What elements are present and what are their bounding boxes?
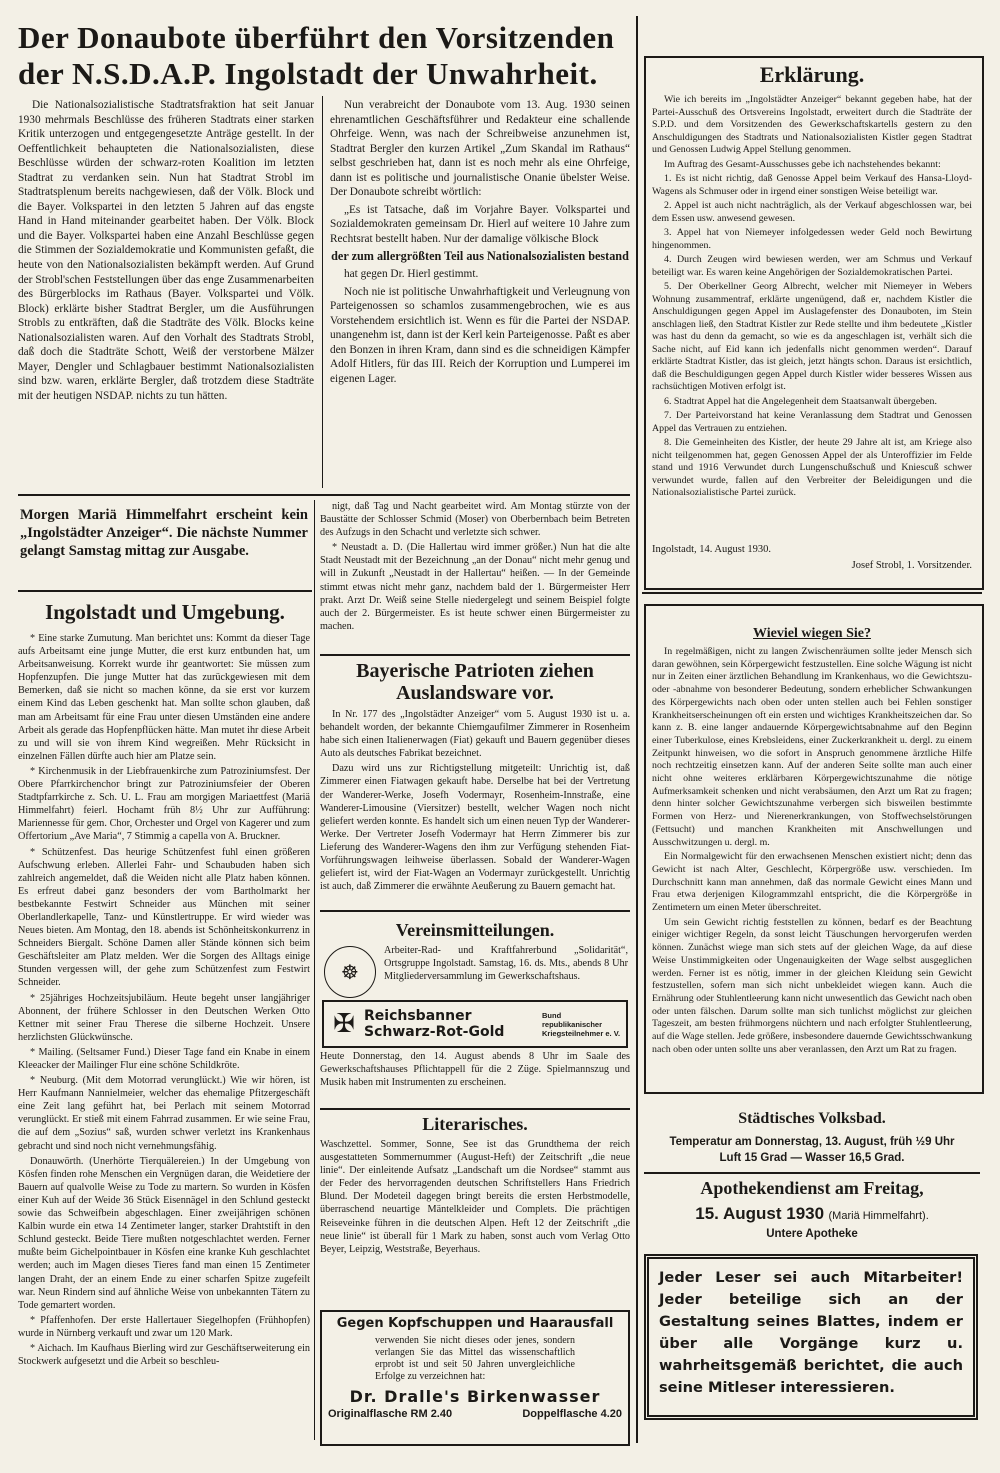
news-item: Donauwörth. (Unerhörte Tierquälereien.) In der Umgebung von Kösfen finden rohe Menschen ein Vergnügen daran, die Weidetiere der Bauern auf qualvolle Weise zu Tode zu martern. So wurden in Kösfen einer Kuh auf der Weide 36 Stück Eisennägel in den Schlund gesteckt sowie das Schweifbein abgeschlagen. Einer zweijährigen schönen Kalbin wurde ein etwa 14 Zentimeter langer, starker Drahtstift in den Schlund gesteckt. Beide Tiere mußten notgeschlachtet werden. Ferner mußte beim Gichelpointbauer in Kösfen eine kranke Kuh geschlachtet werden; auch im Magen dieses Tieres fand man einen 15 Zentimeter langen Draht, der an einem Ende zu einer scharfen Spitze zugefeilt war. Neun Rindern sind auf ähnliche Weise von unbekannten Tätern zu Tode gemartert worden.	[18, 1155, 310, 1311]
declaration-paragraph: 4. Durch Zeugen wird bewiesen werden, wer am Schmus und Verkauf beteiligt war. Es waren keine Angehörigen der Sozialdemokratischen Partei.	[652, 254, 972, 278]
hair-ad-heading: Gegen Kopfschuppen und Haarausfall	[336, 1316, 614, 1331]
pharmacy-heading: Apothekendienst am Freitag,	[700, 1178, 924, 1198]
weight-text	[652, 646, 972, 1084]
hair-ad-price-double: Doppelflasche 4.20	[522, 1408, 622, 1420]
declaration-paragraph: 7. Der Parteivorstand hat keine Veranlassung dem Stadtrat und Genossen Appel das Vertrauen zu entziehen.	[652, 410, 972, 434]
declaration-paragraph: Im Auftrag des Gesamt-Ausschusses gebe ich nachstehendes bekannt:	[664, 158, 941, 170]
patriots-article	[320, 708, 630, 908]
reichsbanner-title: Reichsbanner Schwarz-Rot-Gold	[364, 1008, 505, 1040]
holiday-notice: Morgen Mariä Himmelfahrt erscheint kein „Ingolstädter Anzeiger“. Die nächste Nummer gelangt Samstag mittag zur Ausgabe.	[20, 507, 308, 559]
headline-line-1: Der Donaubote überführt den Vorsitzenden	[18, 20, 615, 55]
declaration-place-date: Ingolstadt, 14. August 1930.	[652, 544, 772, 555]
reichsbanner-box	[322, 1000, 628, 1048]
patriots-heading: Bayerische Patrioten ziehen Auslandsware vor.	[356, 660, 594, 704]
news-item: * Eine starke Zumutung. Man berichtet uns: Kommt da dieser Tage aufs Arbeitsamt eine junge Mutter, die erst kurz entbunden hat, um Arbeitsanweisung. Korrekt wurde ihr geantwortet: Sie müssen zum Hopfenzupfen. Die junge Mutter hat das zurückgewiesen mit dem Bemerken, daß sie nicht so machen könne, da sie erst vor kurzem einem Kind das Leben geschenkt hat. Man sollte schon glauben, daß man am Arbeitsamt für eine Frau unter diesen Umständen eine andere Arbeit als gerade das Hopfenpflücken hätte. Man mutet ihr diese Arbeit zu und will sie von ihrem Kind wegreißen. Mehr Rücksicht in einzelnen Fällen dürfte auch hier am Platze sein.	[18, 633, 310, 762]
declaration-paragraph: 8. Die Gemeinheiten des Kistler, der heute 29 Jahre alt ist, am Kriege also nicht teilgenommen hat, gegen Genossen Appel der als Unteroffizier im Felde stand und 1916 Verwundet durch Lungenschußschuß und Kniescuß schwer verwundet wurde, fallen auf den Verbreiter der Beleidigungen und die Nationalsozialistische Partei zurück.	[652, 437, 972, 498]
hair-ad-text: verwenden Sie nicht dieses oder jenes, sondern verlangen Sie das Mittel das wissenschaftlich erprobt ist und seit 50 Jahren unvergleichliche Erfolge zu verzeichnen hat:	[375, 1335, 575, 1382]
weight-paragraph: Ein Normalgewicht für den erwachsenen Menschen existiert nicht; denn das Gewicht ist nach Alter, Geschlecht, Körpergröße usw. verschieden. Im Durchschnitt kann man annehmen, daß das normale Gewicht eines Mann und Frau etwa derjenigen Kilogrammzahl entspricht, die die Körpergröße in Zentimetern um einen Meter überschreitet.	[652, 851, 972, 914]
vereins-heading: Vereinsmitteilungen.	[395, 920, 555, 940]
declaration-text	[652, 94, 972, 540]
lead-article-bold-quote: der zum allergrößten Teil aus Nationalsozialisten bestand	[331, 249, 629, 264]
lead-article-intro: Nun verabreicht der Donaubote vom 13. Aug. 1930 seinen ehrenamtlichen Geschäftsführer und Redakteur eine schallende Ohrfeige. Wenn, was nach der Schreibweise anzunehmen ist, Stadtrat Bergler den kurzen Artikel „Zum Skandal im Rathaus“ selbst geschrieben hat, dann ist es noch mehr als eine Ohrfeige, dann ist es politische und journalistische Onanie übelster Weise. Der Donaubote schreibt wörtlich:	[330, 99, 630, 199]
bath-air-water-line: Luft 15 Grad — Wasser 16,5 Grad.	[719, 1152, 905, 1164]
rule-above-pharmacy	[644, 1172, 980, 1174]
pharmacy-name: Untere Apotheke	[766, 1228, 858, 1240]
news-item: * Neuburg. (Mit dem Motorrad verunglückt.) Wie wir hören, ist Herr Kaufmann Nannielmeier, welcher das ehemalige Pfitzergeschäft eine Zeit lang geführt hat, bei Perlach mit seinem Motorrad verunglückt. Er stieß mit einem Fahrrad zusammen. Er wie seine Frau, die auf dem „Sozius“ saß, wurden schwer verletzt ins Krankenhaus gebracht und sind noch nicht vernehmungsfähig.	[18, 1075, 310, 1152]
lead-article-closing: Noch nie ist politische Unwahrhaftigkeit und Verleugnung von Parteigenossen so schamlos zusammengebrochen, wie es aus Vorstehendem ersichtlich ist. Wenn es für die Partei der NSDAP. unangenehm ist, dann ist der Kerl kein Parteigenosse. Paßt es aber den Bonzen in ihren Kram, dann sind es die schneidigen Kämpfer Adolf Hitlers, für das III. Reich der Korruption und Lumperei im eigenen Lager.	[330, 285, 630, 385]
headline-line-2: der N.S.D.A.P. Ingolstadt der Unwahrheit.	[18, 56, 598, 91]
lead-article-col-1	[18, 98, 314, 490]
bath-temperature-line: Temperatur am Donnerstag, 13. August, früh ½9 Uhr	[669, 1136, 955, 1148]
lead-article-paragraph: Die Nationalsozialistische Stadtratsfraktion hat seit Januar 1930 mehrmals Beschlüsse des früheren Stadtrats einer starken Kritik unterzogen und entgegengesetzte Anträge gestellt. In der Oeffentlichkeit behaupteten die Nationalsozialisten, diese Beschlüsse würden der schwarz-roten Koalition im letzten Stadtrat zu verdanken sein. Nun hat Stadtrat Strobl im Stadtratsplenum bereits nachgewiesen, daß der Völk. Block und die Bayer. Volkspartei in den letzten 5 Jahren auf das engste Hand in Hand miteinander gearbeitet haben. Der Völk. Block und die Bayer. Volkspartei haben eine Anzahl Beschlüsse gegen die Stimmen der Sozialdemokratie und Kommunisten gefaßt, die heute von den Nationalsozialisten bekämpft werden. Auf Grund der Strobl'schen Feststellungen über das enge Zusammenarbeiten des Bürgerblocks im Rathaus (Bayer. Volkspartei und Völk. Block) erklärte bisher Stadtrat Bergler, um die Ausführungen Strobls zu entkräften, daß die Stadträte des Völk. Blocks keine Nationalsozialisten waren. Auf den Vorhalt des Stadtrats Strobl, daß doch die Stadträte Schott, Weiß der verstorbene Mälzer Mayer, Dengler und Schlagbauer bestimmt Nationalsozialisten sind bzw. waren, erklärte Bergler, daß trotzdem diese Stadträte mit der heutigen NSDAP. nichts zu tun hätten.	[18, 99, 314, 402]
news-item: * 25jähriges Hochzeitsjubiläum. Heute begeht unser langjähriger Abonnent, der frühere Schlosser in den Deutschen Werken Otto Kettner mit seiner Frau Therese die silberne Hochzeit. Unsere herzlichsten Glückwünsche.	[18, 992, 310, 1043]
declaration-paragraph: 2. Appel ist auch nicht nachträglich, als der Verkauf abgeschlossen war, bei dem Essen usw. anwesend gewesen.	[652, 200, 972, 224]
pharmacy-date-note: (Mariä Himmelfahrt).	[828, 1210, 929, 1222]
declaration-paragraph: Wie ich bereits im „Ingolstädter Anzeiger“ bekannt gegeben habe, hat der Partei-Ausschuß des Ortsvereins Ingolstadt, erweitert durch die Stadträte der S.P.D. und dem Vorsitzenden des Gewerkschaftskartells gestern zu den Anschuldigungen des Stadtrats und Nationalsozialisten Kistler gegen Stadtrat und Genossen Ludwig Appel Stellung genommen.	[652, 94, 972, 155]
declaration-paragraph: 6. Stadtrat Appel hat die Angelegenheit dem Staatsanwalt übergeben.	[664, 395, 937, 407]
declaration-paragraph: 1. Es ist nicht richtig, daß Genosse Appel beim Verkauf des Hansa-Lloyd-Wagens als Schmuser oder in irgend einer sonstigen Weise beteiligt war.	[652, 173, 972, 197]
rule-above-literary	[320, 1108, 630, 1110]
reichsbanner-subtitle: Bund republikanischer Kriegsteilnehmer e. V.	[542, 1010, 621, 1038]
pharmacy-date: 15. August 1930	[695, 1204, 825, 1223]
hair-ad-price-original: Originalflasche RM 2.40	[328, 1408, 453, 1420]
news-item: * Schützenfest. Das heurige Schützenfest fuhl einen größeren Aufschwung erleben. Allerlei Fahr- und Schaubuden haben sich zahlreich angemeldet, daß die Weiden nicht alle Platz haben können. Es erfreut dabei ganz besonders der vom Bartholmarkt her bestbekannte Festwirt Schneider aus München mit seiner Oberlandlerkapelle, Tanz- und Künstlertruppe. Er wird wieder was Neues bieten. Am Montag, den 18. abends ist Schönheitskonkurrenz in Schneiders Biergalt. Schöne Damen aller Stände können sich beim Geschäftsleiter am Platz melden. Wer die Sorgen des Alltags einige Stunden vergessen will, der gehe zum Schützenfest zum Festwirt Schneider.	[18, 846, 310, 989]
weight-heading: Wieviel wiegen Sie?	[753, 626, 871, 641]
eagle-icon: ✠	[333, 1009, 355, 1039]
news-item: * Pfaffenhofen. Der erste Hallertauer Siegelhopfen (Frühhopfen) wurde in Nürnberg verkauft und zwar um 120 Mark.	[18, 1314, 310, 1339]
local-news-column	[18, 632, 310, 1442]
lead-article-after-quote: hat gegen Dr. Hierl gestimmt.	[344, 268, 479, 281]
hair-ad-brand: Dr. Dralle's Birkenwasser	[349, 1387, 601, 1406]
news-continuation: nigt, daß Tag und Nacht gearbeitet wird. Am Montag stürzte von der Baustätte der Schlosser Schmid (Moser) von Oberbernbach beim Betreten des Aufzugs in den Schacht und verletzte sich schwer.	[320, 501, 630, 539]
declaration-heading: Erklärung.	[759, 62, 865, 87]
main-headline	[18, 20, 628, 92]
lead-article-col-2	[330, 98, 630, 490]
local-news-heading: Ingolstadt und Umgebung.	[45, 600, 285, 624]
news-item: * Kirchenmusik in der Liebfrauenkirche zum Patroziniumsfest. Der Obere Pfarrkirchenchor bringt zur Patroziniumsfeier der Oberen Stadtpfarrkirche z. Sch. U. L. Frau am morgigen Mariaettfest (Mariä Himmelfahrt) feierl. Hochamt früh 8½ Uhr zur Aufführung: Mariennesse für gem. Chor, Orchester und Orgel von Kagerer und zum Offertorium „Ave Maria“, 7 Stimmig a capella von A. Bruckner.	[18, 765, 310, 843]
club-emblem-icon: ☸	[324, 946, 376, 998]
rule-above-vereins	[320, 910, 630, 912]
news-item-neustadt: * Neustadt a. D. (Die Hallertau wird immer größer.) Nun hat die alte Stadt Neustadt mit der Bezeichnung „an der Donau“ nicht mehr genug und will in Zukunft „Neustadt in der Hallertau“ heißen. — In der Gemeinde stimmt etwas nicht mehr ganz, nachdem bald der 1. Bürgermeister Herr prakt. Arzt Dr. Weiß seine Stelle niedergelegt und seinem Beispiel folgte auch der 2. Bürgermeister. Es ist heute schwer einen Bürgermeister zu machen.	[320, 542, 630, 632]
readers-box	[644, 1254, 978, 1420]
literary-text: Waschzettel. Sommer, Sonne, See ist das Grundthema der reich ausgestatteten Sommernummer (August-Heft) der Zeitschrift „die neue linie“. Der einleitende Aufsatz „Landschaft um die Nordsee“ stammt aus der Feder des hervorragenden deutschen Schriftstellers Hans Friedrich Blund. Der Modeteil dagegen bringt bereits die ersten Herbstmodelle, überraschend neuartige Mäntelkleider und Complets. Die prächtigen Reiseveinke führen in die deutschen Alpen. Heft 12 der Zeitschrift „die neue linie“ ist überall für 1 Mark zu haben, sonst auch vom Verlag Otto Beyer, Leipzig, Weststraße, Beyerhaus.	[320, 1139, 630, 1255]
literary-heading: Literarisches.	[422, 1114, 528, 1134]
news-item: * Aichach. Im Kaufhaus Bierling wird zur Geschäftserweiterung ein Stockwerk aufgesetzt und die Arbeit so beschleu-	[18, 1342, 310, 1368]
bath-info	[644, 1134, 980, 1166]
declaration-paragraph: 3. Appel hat von Niemeyer infolgedessen weder Geld noch Bewirtung hingenommen.	[652, 227, 972, 251]
column-rule-middle	[314, 500, 315, 1440]
middle-news-top	[320, 500, 630, 652]
lead-article-quote: „Es ist Tatsache, daß im Vorjahre Bayer. Volkspartei und Sozialdemokraten gemeinsam Dr. Hierl auf weitere 10 Jahre zum Rechtsrat bestellt haben. Nur der damalige völkische Block	[330, 203, 630, 245]
rule-under-declaration	[642, 592, 982, 594]
column-rule-lead	[322, 96, 323, 488]
declaration-paragraph: 5. Der Oberkellner Georg Albrecht, welcher mit Niemeyer in Webers Wohnung zusammentraf, erklärte ungenügend, daß er, nachdem Kistler die Anschuldigungen gegen Appel im Auslagefenster des Donauboten, im Stein anschlagen ließ, den Stadtrat Kistler zur Rede stellte und ihm bedeutete „Kistler was hast du denn da gemacht, so wie es da angeschlagen ist, verhält sich die Sache nicht, auf Eid kann ich jedenfalls nicht genommen werden“. Darauf erklärte Stadtrat Kistler, das ist gleich, jetzt hängts schon. Daraus ist ersichtlich, daß die Beschuldigungen gegen Appel durch Kistler wider besseres Wissen aus rachsüchtigen Motiven erfolgt ist.	[652, 281, 972, 392]
news-item: * Mailing. (Seltsamer Fund.) Dieser Tage fand ein Knabe in einem Kleeacker der Mailinger Flur eine schöne Schildkröte.	[18, 1046, 310, 1071]
patriots-paragraph: In Nr. 177 des „Ingolstädter Anzeiger“ vom 5. August 1930 ist u. a. behandelt worden, der bekannte Chiemgaufilmer Zimmerer in Rosenheim habe sich einen Italienerwagen (Fiat) gekauft und Bauern gegenüber dieses Auto als deutsches Fabrikat bezeichnet.	[320, 709, 630, 760]
rule-above-patriots	[320, 654, 630, 656]
rule-under-lead	[18, 494, 630, 496]
hair-tonic-ad	[320, 1310, 630, 1446]
rule-under-notice	[18, 590, 312, 592]
bath-heading: Städtisches Volksbad.	[738, 1110, 886, 1127]
declaration-signature: Josef Strobl, 1. Vorsitzender.	[851, 560, 972, 571]
reichsbanner-notice: Heute Donnerstag, den 14. August abends 8 Uhr im Saale des Gewerkschaftshauses Pflichtappell für die 2 Züge. Spielmannszug und Musik haben mit Instrumenten zu erscheinen.	[320, 1051, 630, 1089]
column-rule-right	[636, 16, 638, 1443]
club-notice: Arbeiter-Rad- und Kraftfahrerbund „Solidarität“, Ortsgruppe Ingolstadt. Samstag, 16. ds. Mts., abends 8 Uhr Mitgliederversammlung im Gewerkschaftshaus.	[384, 945, 628, 983]
readers-text: Jeder Leser sei auch Mitarbeiter! Jeder beteilige sich an der Gestaltung seines Blattes, indem er über alle Vorgänge kurz u. wahrheitsgemäß berichtet, die auch seine Mitleser interessieren.	[659, 1269, 963, 1396]
pharmacy-date-row	[644, 1204, 980, 1224]
weight-paragraph: In regelmäßigen, nicht zu langen Zwischenräumen sollte jeder Mensch sich daran gewöhnen, sein Körpergewicht festzustellen. Eine solche Wägung ist nicht nur in Zeiten einer ärztlichen Behandlung im Krankenhaus, wo die Gewichtszu- oder -abnahme von besonderer Bedeutung, sondern erheblicher Schwankungen des Körpergewichts nach oben oder unten stellen auch bei Fehlen sonstiger Krankheitserscheinungen oft ein ersten und wichtiges Krankheitszeichen dar. So kann z. B. eine langer andauernde Körpergewichtsabnahme auf den Beginn einer Tuberkulose, eines Krebsleidens, einer Zuckerkrankheit u. dergl. zu einem Zeitpunkt hinweisen, wo die sofort in Anspruch genommene ärztliche Hilfe noch rechtzeitig einsetzen kann. Auf der anderen Seite sollte man auch einer nicht ohne weiteres erklärbaren Körpergewichtszunahme die nötige Aufmerksamkeit schenken und nicht verabsäumen, den Arzt um Rat zu fragen; denn hinter solcher Gewichtszunahme verbergen sich bisweilen bestimmte Formen von Herz- und Nierenerkrankungen, von Stoffwechselstörungen (Fettsucht) und manchen Krankheiten mit Anschwellungen und Ausschwitzungen u. dergl. m.	[652, 646, 972, 848]
patriots-paragraph: Dazu wird uns zur Richtigstellung mitgeteilt: Unrichtig ist, daß Zimmerer einen Fiatwagen gekauft habe. Derselbe hat bei der Vertretung der Wanderer-Werke, Josefh Vodermayr, Rosenheim-Innstraße, eine Wanderer-Limousine (Viersitzer) bestellt, welcher Wagen noch nicht geliefert werden konnte. Es handelt sich um einen neuen Typ der Wanderer-Werke. Der Vertreter Josefh Vodermayr hat Herrn Zimmerer bis zur Lieferung des Wanderer-Wagens den ihm zur Verfügung stehenden Fiat-Vorführungswagen leihweise überlassen. Sobald der Wanderer-Wagen geliefert ist, wird der Fiat-Wagen an Vodermayr zurückgestellt. Unrichtig ist auch, daß Zimmerer die erwähnte Aeußerung zu Bauern gemacht hat.	[320, 763, 630, 893]
weight-paragraph: Um sein Gewicht richtig feststellen zu können, bedarf es der Beachtung einiger wichtiger Regeln, da sonst leicht Täuschungen hervorgerufen werden können. Zunächst wiege man sich stets auf der gleichen Wage, da auf diese Weise Unstimmigkeiten oder Ungenauigkeiten der Wage selbst ausgeglichen werden. Ferner ist es nötig, immer in der gleichen Kleidung sein Gewicht festzustellen, sofern man sich nicht unbekleidet wiegen kann. Auch die Ernährung oder Stuhlentleerung kann nicht unwesentlich das Gewicht nach oben oder unten fälschen. Darum sollte man sich tunlichst möglichst zur gleichen Tageszeit, am besten frühmorgens nüchtern und nach erfolgter Stuhlentleerung, auf die Wage stellen. Jede größere, insbesondere dauernde Gewichtsschwankung nach oben oder unten sollte uns aber veranlassen, den Arzt um Rat zu fragen.	[652, 916, 972, 1055]
